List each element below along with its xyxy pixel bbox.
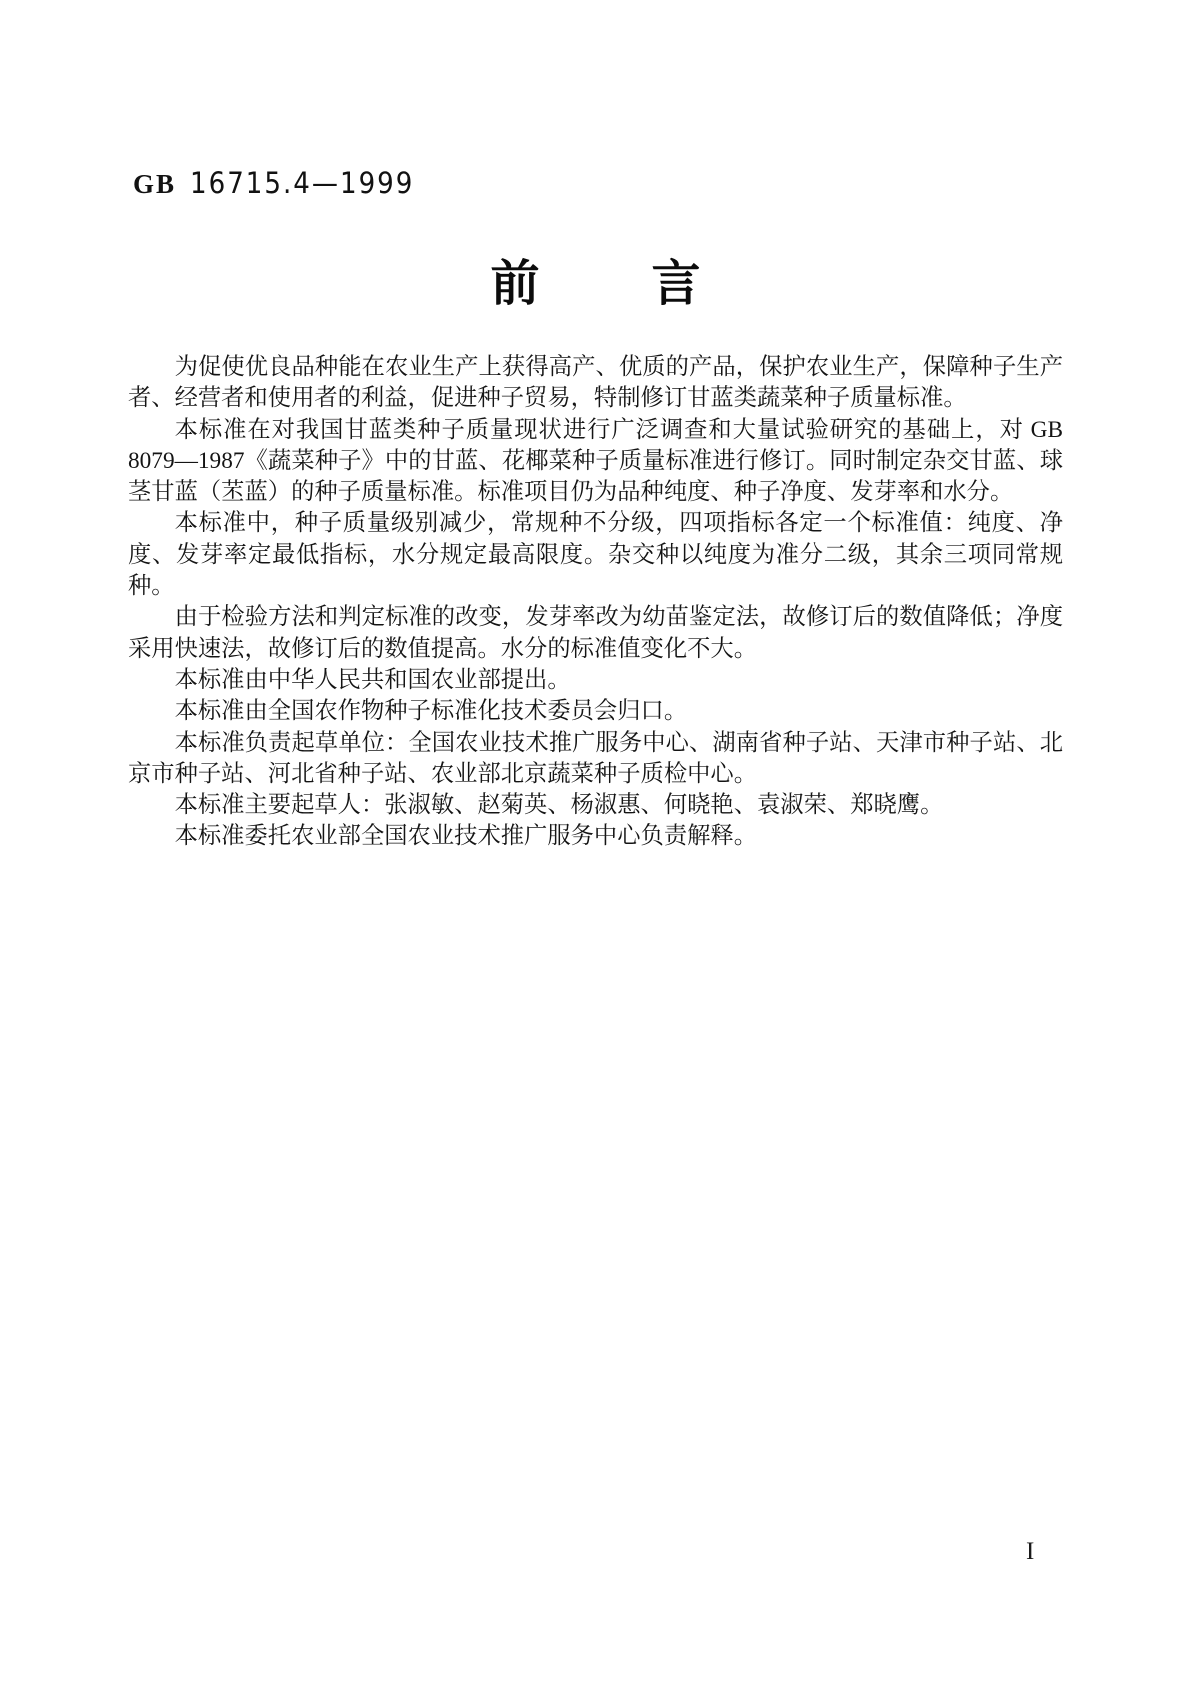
standard-code: [133, 166, 414, 200]
paragraph-purpose: 为促使优良品种能在农业生产上获得高产、优质的产品，保护农业生产，保障种子生产者、经营者和使用者的利益，促进种子贸易，特制修订甘蓝类蔬菜种子质量标准。: [128, 354, 1063, 412]
page-title-char-2: 言: [651, 256, 701, 311]
paragraph-basis: 本标准在对我国甘蓝类种子质量现状进行广泛调查和大量试验研究的基础上，对 GB 8079—1987《蔬菜种子》中的甘蓝、花椰菜种子质量标准进行修订。同时制定杂交甘蓝、球茎甘蓝（苤蓝）的种子质量标准。标准项目仍为品种纯度、种子净度、发芽率和水分。: [128, 416, 1063, 506]
standard-code-number: 16715.4—1999: [190, 166, 415, 200]
paragraph-grading: 本标准中，种子质量级别减少，常规种不分级，四项指标各定一个标准值：纯度、净度、发芽率定最低指标，水分规定最高限度。杂交种以纯度为准分二级，其余三项同常规种。: [128, 510, 1063, 600]
page-title: [128, 256, 1063, 312]
standard-code-prefix: GB: [133, 169, 177, 199]
paragraph-proposed-by: 本标准由中华人民共和国农业部提出。: [174, 666, 571, 693]
foreword-body: [128, 352, 1063, 853]
paragraph-centralized-by: 本标准由全国农作物种子标准化技术委员会归口。: [174, 698, 688, 725]
paragraph-interpretation: 本标准委托农业部全国农业技术推广服务中心负责解释。: [174, 823, 758, 850]
page-title-char-1: 前: [490, 256, 540, 311]
page-number: I: [1026, 1538, 1035, 1565]
paragraph-method-changes: 由于检验方法和判定标准的改变，发芽率改为幼苗鉴定法，故修订后的数值降低；净度采用快速法，故修订后的数值提高。水分的标准值变化不大。: [128, 604, 1063, 662]
paragraph-drafters: 本标准主要起草人：张淑敏、赵菊英、杨淑惠、何晓艳、袁淑荣、郑晓鹰。: [174, 792, 944, 819]
paragraph-drafting-units: 本标准负责起草单位：全国农业技术推广服务中心、湖南省种子站、天津市种子站、北京市种子站、河北省种子站、农业部北京蔬菜种子质检中心。: [128, 729, 1063, 787]
